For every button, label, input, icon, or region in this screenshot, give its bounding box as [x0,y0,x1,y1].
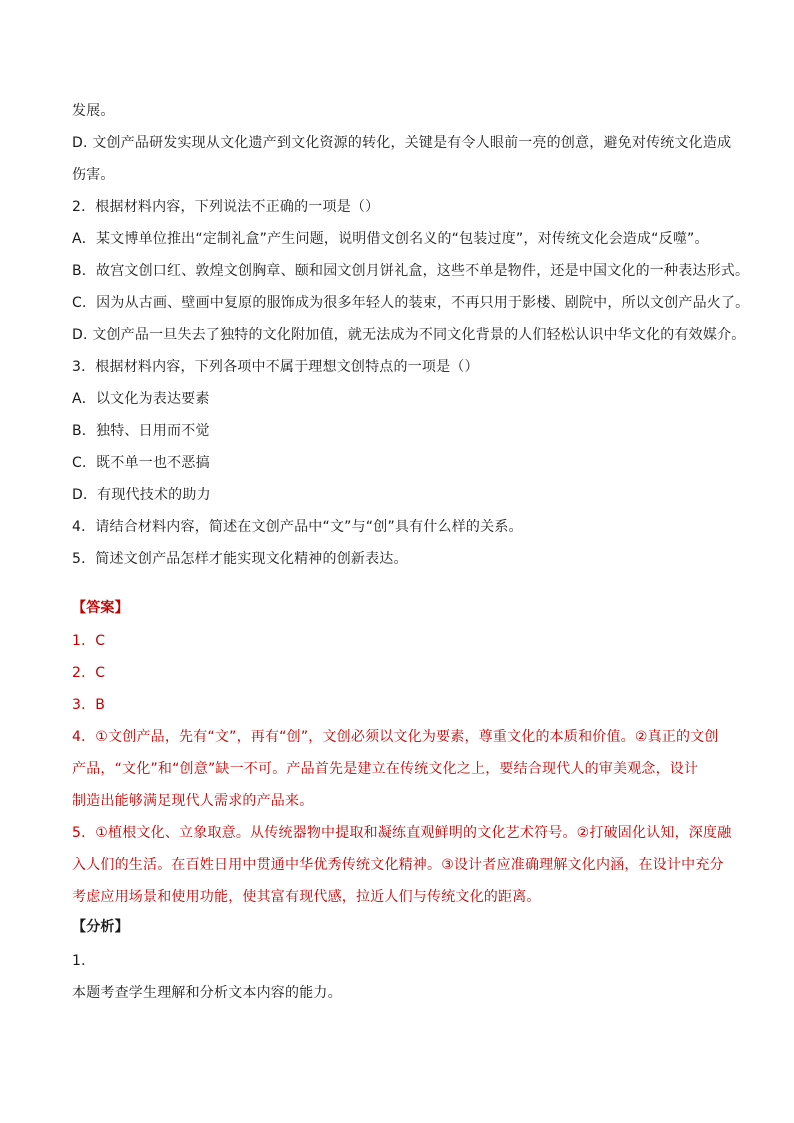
question-3-option-d: D．有现代技术的助力 [72,487,211,503]
question-2-option-c: C．因为从古画、壁画中复原的服饰成为很多年轻人的装束，不再只用于影楼、剧院中，所以文创产品火了。 [72,295,750,311]
question-3-option-c: C．既不单一也不恶搞 [72,455,210,471]
answer-5-line1: 5．①植根文化、立象取意。从传统器物中提取和凝练直观鲜明的文化艺术符号。②打破固化认知，深度融 [72,825,732,841]
analysis-number: 1． [72,953,96,969]
question-4-stem: 4．请结合材料内容，简述在文创产品中“文”与“创”具有什么样的关系。 [72,519,523,535]
question-2-option-b: B．故宫文创口红、敦煌文创胸章、颐和园文创月饼礼盒，这些不单是物件，还是中国文化的一种表达形式。 [72,263,750,279]
question-3-stem: 3．根据材料内容，下列各项中不属于理想文创特点的一项是（） [72,359,479,375]
analysis-heading: 【分析】 [72,919,129,935]
prev-option-d-line1: D. 文创产品研发实现从文化遗产到文化资源的转化，关键是有令人眼前一亮的创意，避免对传统文化造成 [72,135,732,151]
answer-3: 3．B [72,697,106,713]
question-2-option-d: D. 文创产品一旦失去了独特的文化附加值，就无法成为不同文化背景的人们轻松认识中华文化的有效媒介。 [72,327,746,343]
analysis-text: 本题考查学生理解和分析文本内容的能力。 [72,985,342,1001]
answer-4-line3: 制造出能够满足现代人需求的产品来。 [72,793,314,809]
question-2-option-a: A．某文博单位推出“定制礼盒”产生问题，说明借文创名义的“包装过度”，对传统文化会造成“反噬”。 [72,231,709,247]
answer-4-line1: 4．①文创产品，先有“文”，再有“创”，文创必须以文化为要素，尊重文化的本质和价值。②真正的文创 [72,729,719,745]
prev-paragraph-tail: 发展。 [72,103,115,119]
prev-option-d-line2: 伤害。 [72,167,115,183]
answer-5-line2: 入人们的生活。在百姓日用中贯通中华优秀传统文化精神。③设计者应准确理解文化内涵，在设计中充分 [72,857,724,873]
answer-4-line2: 产品，“文化”和“创意”缺一不可。产品首先是建立在传统文化之上，要结合现代人的审美观念，设计 [72,761,699,777]
answer-2: 2．C [72,665,106,681]
question-3-option-b: B．独特、日用而不觉 [72,423,210,439]
question-5-stem: 5．简述文创产品怎样才能实现文化精神的创新表达。 [72,551,408,567]
answer-5-line3: 考虑应用场景和使用功能，使其富有现代感，拉近人们与传统文化的距离。 [72,889,541,905]
answer-1: 1．C [72,633,106,649]
question-3-option-a: A．以文化为表达要素 [72,391,210,407]
answers-heading: 【答案】 [72,600,129,616]
question-2-stem: 2．根据材料内容，下列说法不正确的一项是（） [72,199,380,215]
